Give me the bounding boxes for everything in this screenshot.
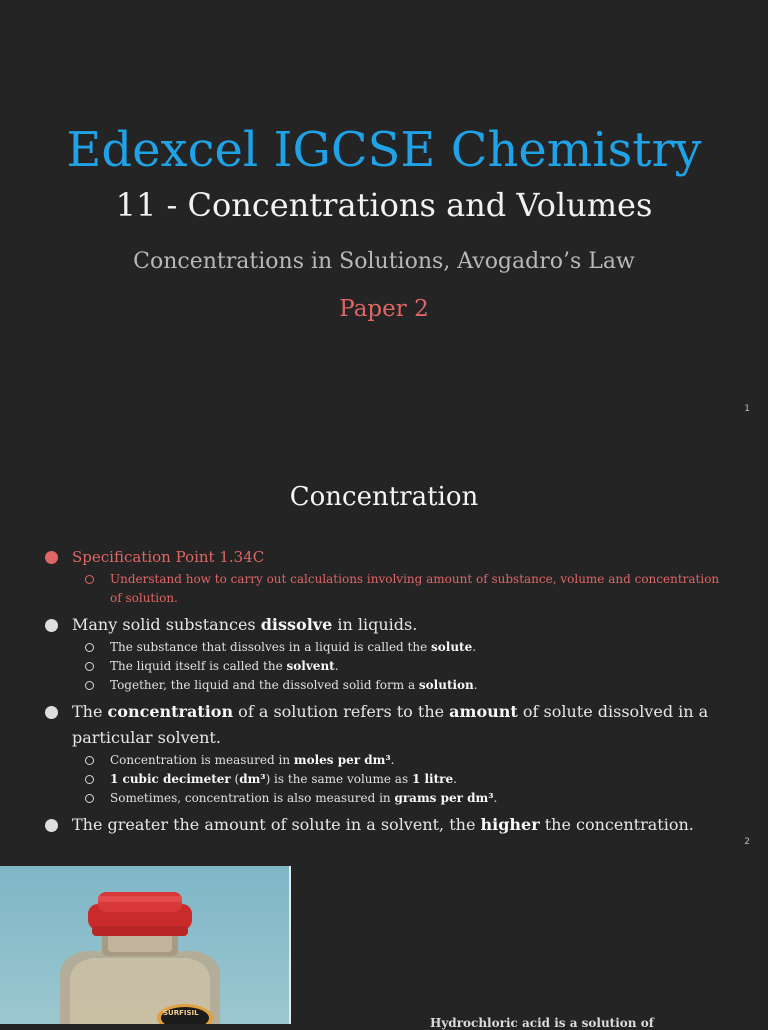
text: of solute dissolved in a particular solvent. xyxy=(72,702,709,747)
slide-title: Edexcel IGCSE Chemistry xyxy=(66,122,702,178)
slide-topics: Concentrations in Solutions, Avogadro’s Law xyxy=(133,249,635,274)
text: The greater the amount of solute in a solvent, the xyxy=(72,815,481,834)
caption-partial: Hydrochloric acid is a solution of xyxy=(430,1016,654,1030)
sub-bullet-circle xyxy=(85,681,94,690)
text: The substance that dissolves in a liquid is called the xyxy=(110,640,432,654)
text: . xyxy=(472,640,477,654)
bottle-illustration xyxy=(0,866,289,1024)
text: ( xyxy=(230,772,240,786)
bottle-label: SURFISIL xyxy=(163,1009,199,1017)
moles-bullet xyxy=(42,751,732,770)
text: in liquids. xyxy=(332,615,418,634)
bold-text: higher xyxy=(480,815,540,834)
sub-bullet-circle xyxy=(85,775,94,784)
solution-bullet xyxy=(42,676,732,695)
spec-point-text: Specification Point 1.34C xyxy=(72,548,265,566)
sub-bullet-circle xyxy=(85,662,94,671)
text: Together, the liquid and the dissolved solid form a xyxy=(110,678,419,692)
bold-text: 1 cubic decimeter xyxy=(110,772,231,786)
bold-text: solvent xyxy=(286,659,335,673)
bullet-dot xyxy=(45,551,58,564)
concentration-bullet xyxy=(42,699,732,751)
bullet-dot xyxy=(45,706,58,719)
slide-subtitle: 11 - Concentrations and Volumes xyxy=(115,186,653,224)
text: of a solution refers to the xyxy=(233,702,450,721)
bold-text: 1 litre xyxy=(411,772,454,786)
acid-bottle-image xyxy=(0,866,291,1024)
spec-desc-bullet xyxy=(42,570,732,608)
solute-bullet xyxy=(42,638,732,657)
solvent-bullet xyxy=(42,657,732,676)
bold-text: dissolve xyxy=(260,615,333,634)
concentration-heading: Concentration xyxy=(289,482,479,512)
bold-text: solution xyxy=(418,678,474,692)
bold-text: amount xyxy=(449,702,518,721)
bold-text: dm³ xyxy=(239,772,266,786)
bullet-dot xyxy=(45,619,58,632)
text: . xyxy=(473,678,478,692)
text: . xyxy=(334,659,339,673)
bold-text: moles per dm³ xyxy=(293,753,391,767)
text: the concentration. xyxy=(539,815,694,834)
text: Many solid substances xyxy=(72,615,261,634)
grams-bullet xyxy=(42,789,732,808)
paper-label: Paper 2 xyxy=(339,296,429,322)
bullet-list xyxy=(42,540,732,838)
dissolve-bullet xyxy=(42,612,732,638)
text: The liquid itself is called the xyxy=(110,659,287,673)
text: The xyxy=(72,702,108,721)
decimeter-bullet xyxy=(42,770,732,789)
spec-desc-text: Understand how to carry out calculations involving amount of substance, volume and concentration of solution. xyxy=(110,572,720,605)
bold-text: grams per dm³ xyxy=(394,791,494,805)
sub-bullet-circle xyxy=(85,575,94,584)
spec-point-bullet xyxy=(42,544,732,570)
sub-bullet-circle xyxy=(85,756,94,765)
title-slide xyxy=(0,0,768,425)
bold-text: concentration xyxy=(107,702,234,721)
bullet-dot xyxy=(45,819,58,832)
bold-text: solute xyxy=(431,640,473,654)
text: . xyxy=(493,791,498,805)
text: Concentration is measured in xyxy=(110,753,294,767)
text: ) is the same volume as xyxy=(265,772,412,786)
slide-number-1: 1 xyxy=(744,404,750,414)
slide-number-2: 2 xyxy=(744,837,750,847)
sub-bullet-circle xyxy=(85,794,94,803)
sub-bullet-circle xyxy=(85,643,94,652)
text: . xyxy=(390,753,395,767)
higher-bullet xyxy=(42,812,732,838)
text: Sometimes, concentration is also measured in xyxy=(110,791,395,805)
text: . xyxy=(453,772,457,786)
